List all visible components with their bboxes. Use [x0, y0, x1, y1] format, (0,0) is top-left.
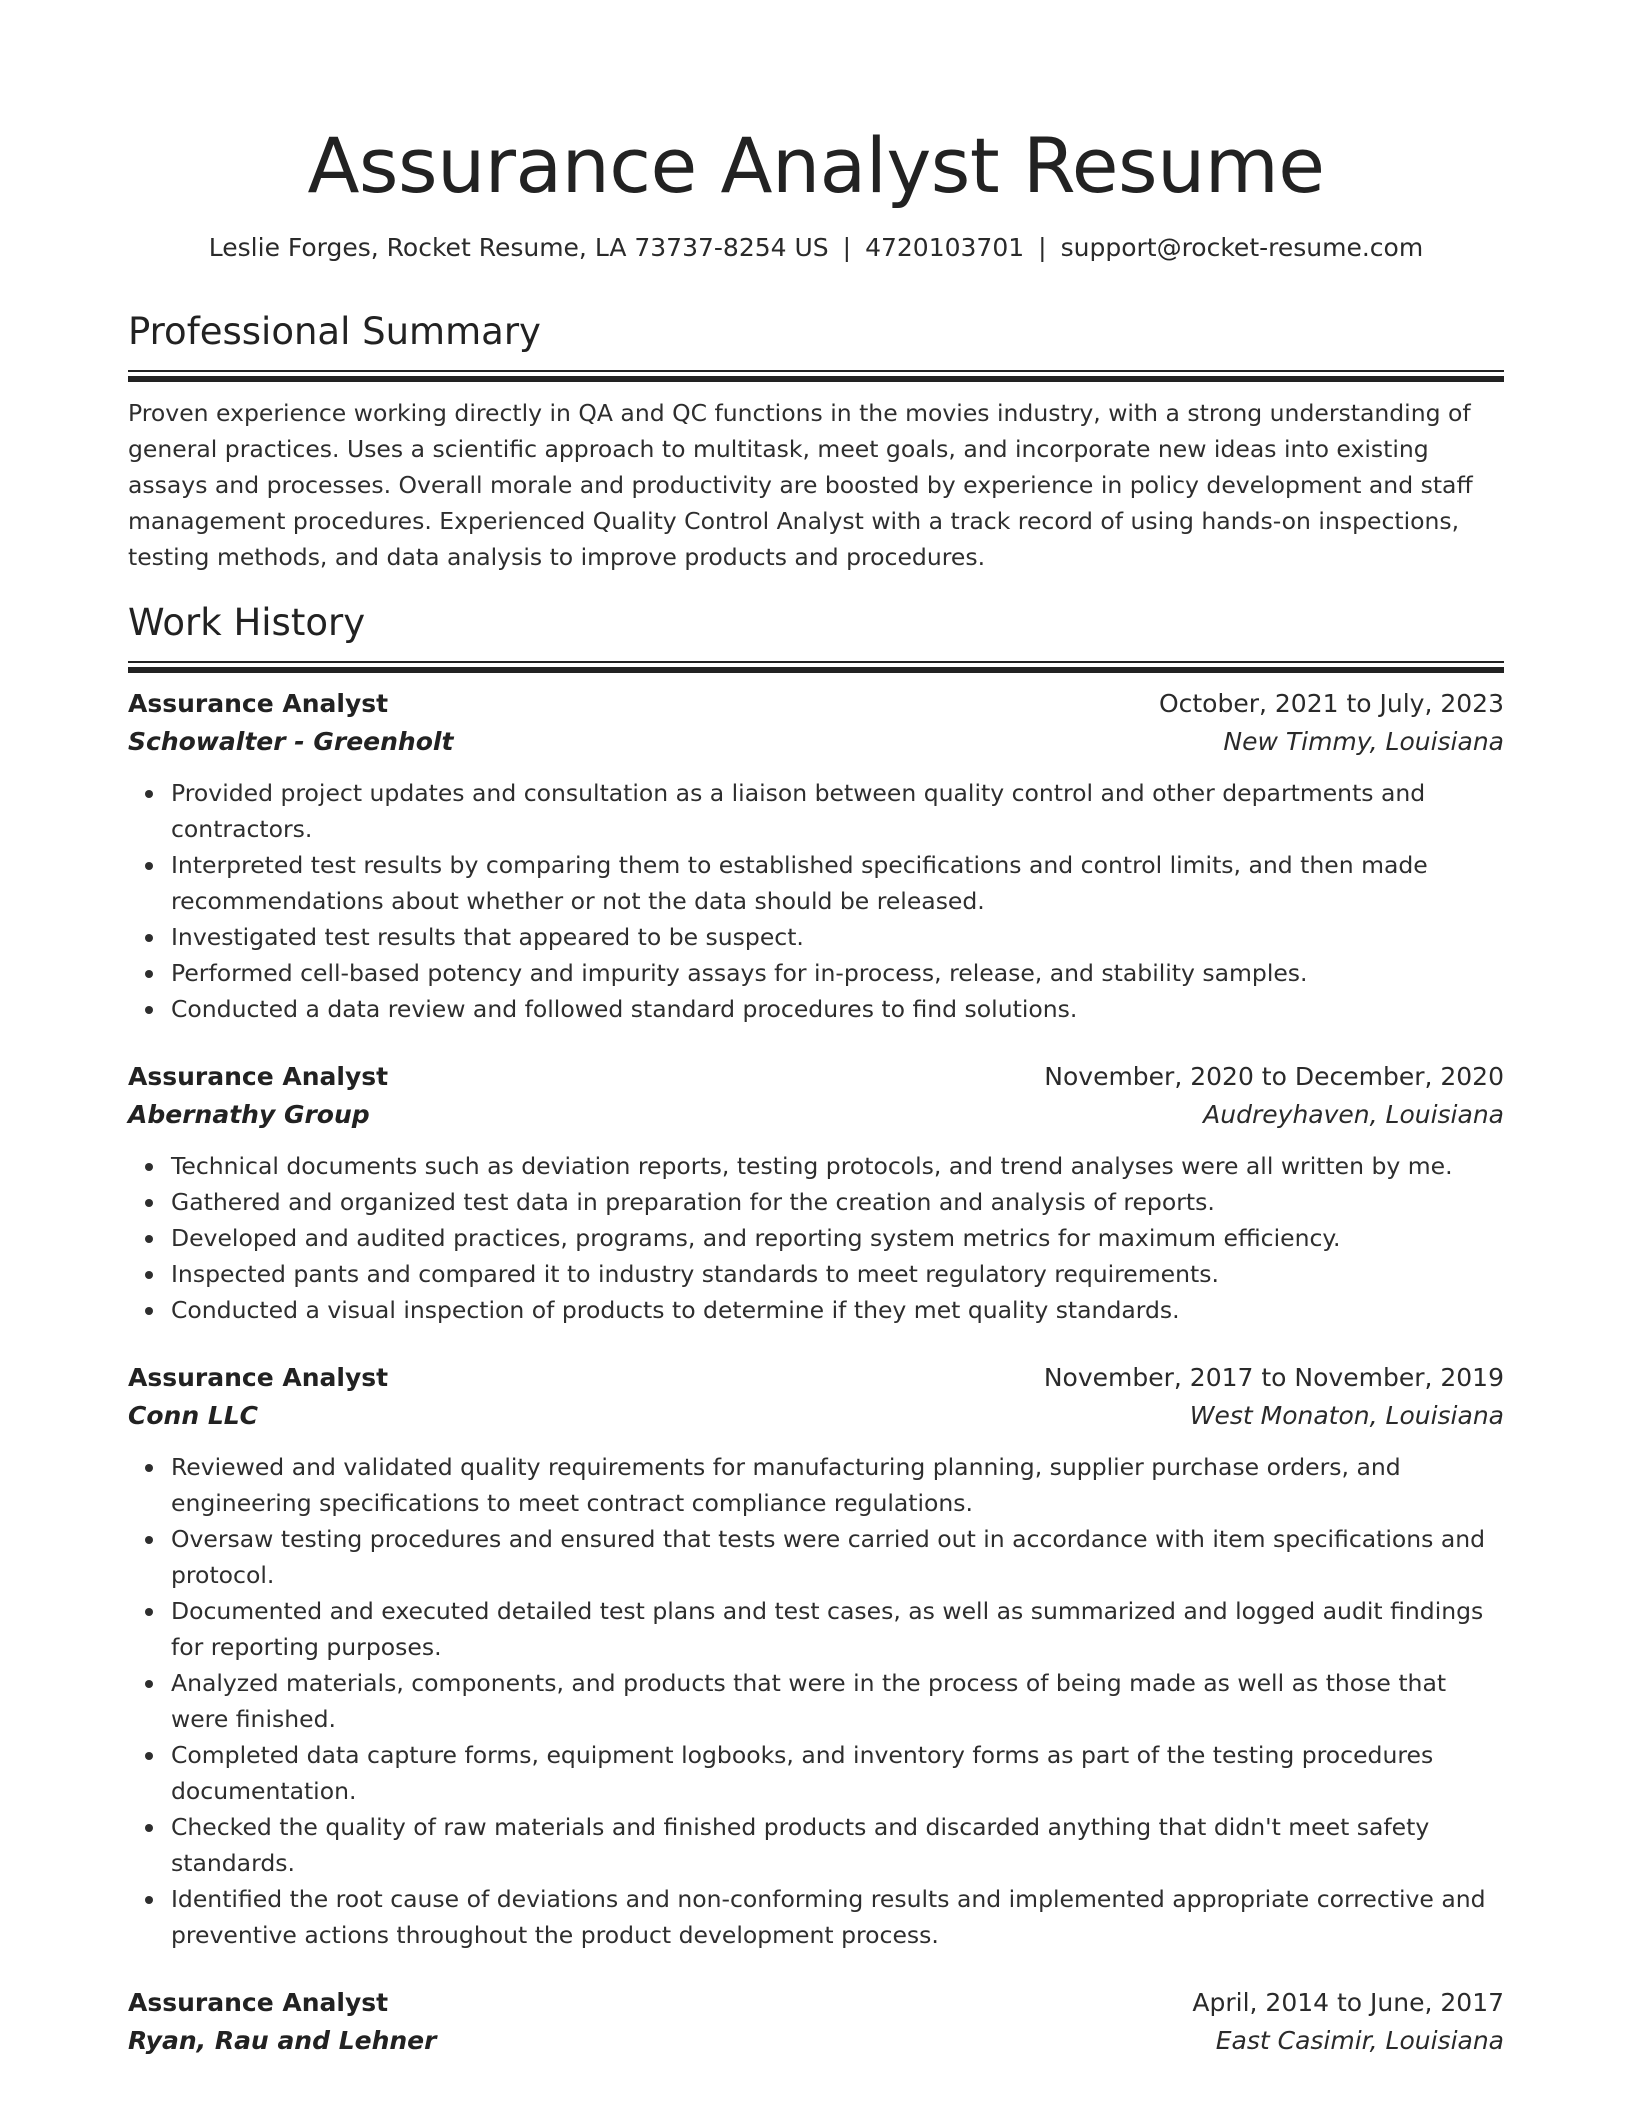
- job-subheader: [128, 723, 1504, 761]
- job-dates: April, 2014 to June, 2017: [1192, 1988, 1504, 2017]
- job-company: Abernathy Group: [128, 1100, 370, 1129]
- job-header: [128, 1359, 1504, 1397]
- job-entry: [128, 1984, 1504, 2060]
- job-subheader: [128, 2022, 1504, 2060]
- job-title: Assurance Analyst: [128, 689, 389, 718]
- job-bullet: Gathered and organized test data in preparation for the creation and analysis of reports.: [171, 1184, 1504, 1220]
- job-entry: [128, 685, 1504, 1027]
- job-header: [128, 685, 1504, 723]
- job-location: New Timmy, Louisiana: [1223, 727, 1504, 756]
- job-entry: [128, 1058, 1504, 1328]
- professional-summary-section: [128, 308, 1504, 575]
- job-bullet: Analyzed materials, components, and products that were in the process of being made as well as those that were finished.: [171, 1665, 1504, 1737]
- job-bullet: Conducted a data review and followed standard procedures to find solutions.: [171, 991, 1504, 1027]
- job-header: [128, 1058, 1504, 1096]
- contact-info: [128, 230, 1504, 266]
- job-bullets: [128, 775, 1504, 1027]
- job-location: Audreyhaven, Louisiana: [1203, 1100, 1504, 1129]
- job-subheader: [128, 1397, 1504, 1435]
- job-bullet: Identified the root cause of deviations and non-conforming results and implemented appropriate corrective and preventive actions throughout the product development process.: [171, 1881, 1504, 1953]
- work-history-section: [128, 599, 1504, 2060]
- job-bullets: [128, 1449, 1504, 1953]
- contact-separator: |: [1038, 233, 1047, 262]
- section-divider: [128, 370, 1504, 382]
- job-subheader: [128, 1096, 1504, 1134]
- job-bullet: Investigated test results that appeared to be suspect.: [171, 919, 1504, 955]
- summary-text: Proven experience working directly in QA and QC functions in the movies industry, with a strong understanding of general practices. Uses a scientific approach to multitask, meet goals, and incorporate new ideas into existing assays and processes. Overall morale and productivity are boosted by experience in policy development and staff management procedures. Experienced Quality Control Analyst with a track record of using hands-on inspections, testing methods, and data analysis to improve products and procedures.: [128, 399, 1473, 571]
- section-heading-summary: Professional Summary: [128, 310, 541, 353]
- job-bullet: Checked the quality of raw materials and finished products and discarded anything that didn't meet safety standards.: [171, 1809, 1504, 1881]
- job-bullet: Documented and executed detailed test plans and test cases, as well as summarized and logged audit findings for reporting purposes.: [171, 1593, 1504, 1665]
- job-dates: November, 2017 to November, 2019: [1043, 1363, 1504, 1392]
- job-bullet: Completed data capture forms, equipment logbooks, and inventory forms as part of the testing procedures documentation.: [171, 1737, 1504, 1809]
- job-bullet: Performed cell-based potency and impurity assays for in-process, release, and stability samples.: [171, 955, 1504, 991]
- job-dates: October, 2021 to July, 2023: [1158, 689, 1504, 718]
- job-company: Schowalter - Greenholt: [128, 727, 454, 756]
- resume-title: Assurance Analyst Resume: [307, 121, 1325, 210]
- job-bullet: Reviewed and validated quality requirements for manufacturing planning, supplier purchase orders, and engineering specifications to meet contract compliance regulations.: [171, 1449, 1504, 1521]
- job-bullet: Conducted a visual inspection of products to determine if they met quality standards.: [171, 1292, 1504, 1328]
- job-entry: [128, 1359, 1504, 1953]
- job-title: Assurance Analyst: [128, 1988, 389, 2017]
- section-heading-work-history: Work History: [128, 601, 366, 644]
- contact-phone: 4720103701: [865, 233, 1025, 262]
- job-bullet: Developed and audited practices, programs, and reporting system metrics for maximum efficiency.: [171, 1220, 1504, 1256]
- job-company: Ryan, Rau and Lehner: [128, 2026, 437, 2055]
- contact-email: support@rocket-resume.com: [1060, 233, 1424, 262]
- job-bullet: Provided project updates and consultation as a liaison between quality control and other departments and contractors.: [171, 775, 1504, 847]
- job-bullet: Interpreted test results by comparing them to established specifications and control limits, and then made recommendations about whether or not the data should be released.: [171, 847, 1504, 919]
- job-title: Assurance Analyst: [128, 1062, 389, 1091]
- job-bullet: Oversaw testing procedures and ensured that tests were carried out in accordance with item specifications and protocol.: [171, 1521, 1504, 1593]
- contact-separator: |: [842, 233, 852, 262]
- job-header: [128, 1984, 1504, 2022]
- job-bullets: [128, 1148, 1504, 1328]
- job-bullet: Inspected pants and compared it to industry standards to meet regulatory requirements.: [171, 1256, 1504, 1292]
- job-dates: November, 2020 to December, 2020: [1044, 1062, 1504, 1091]
- job-location: West Monaton, Louisiana: [1189, 1401, 1504, 1430]
- job-location: East Casimir, Louisiana: [1215, 2026, 1504, 2055]
- job-title: Assurance Analyst: [128, 1363, 389, 1392]
- section-divider: [128, 661, 1504, 673]
- job-company: Conn LLC: [128, 1401, 259, 1430]
- job-bullet: Technical documents such as deviation reports, testing protocols, and trend analyses were all written by me.: [171, 1148, 1504, 1184]
- contact-address: Leslie Forges, Rocket Resume, LA 73737-8254 US: [208, 233, 829, 262]
